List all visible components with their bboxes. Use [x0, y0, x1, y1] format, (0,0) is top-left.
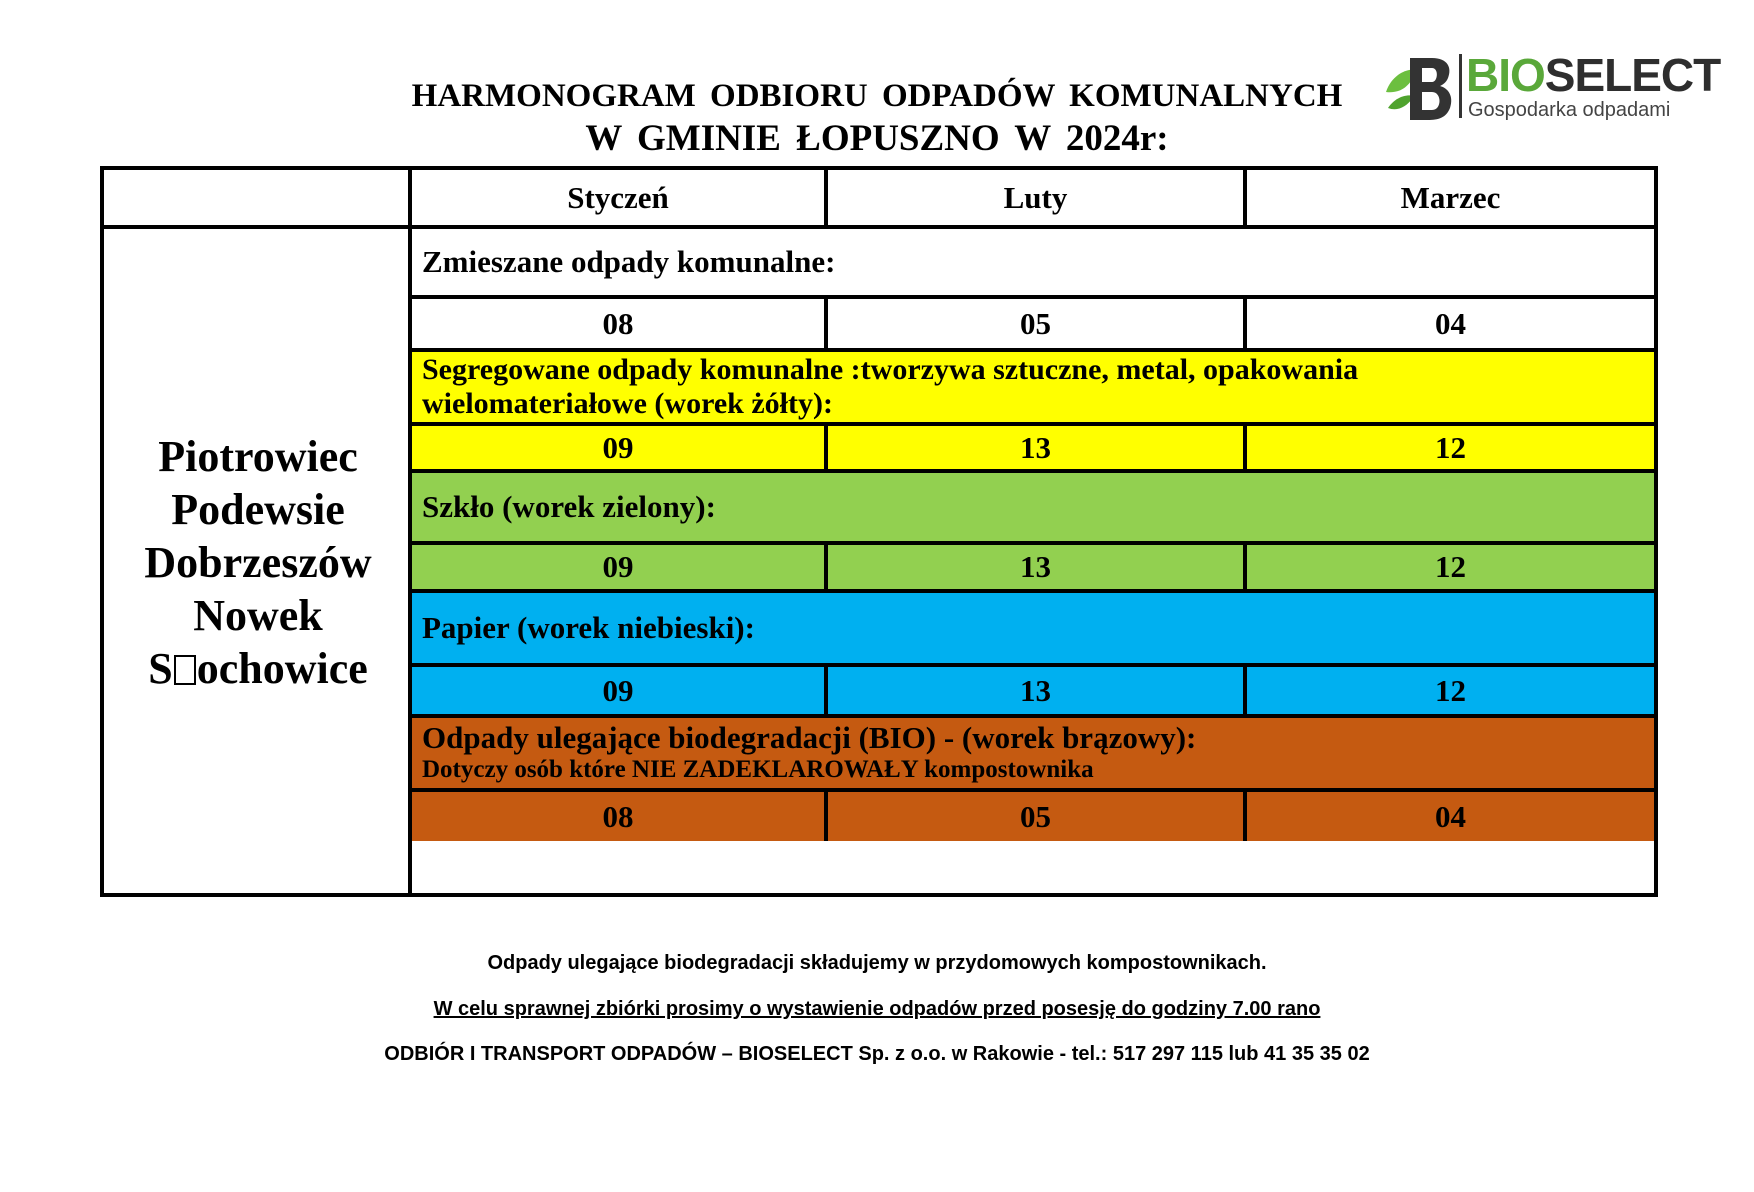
places-list — [104, 228, 412, 897]
grid-line — [824, 541, 828, 593]
date-cell: 09 — [412, 667, 824, 714]
place-name: Dobrzeszów — [144, 538, 372, 587]
grid-line — [412, 589, 1654, 593]
grid-line — [412, 469, 1654, 473]
grid-line — [412, 788, 1654, 792]
grid-line — [412, 348, 1654, 352]
grid-line — [1243, 788, 1247, 841]
month-header-january: Styczeń — [567, 179, 669, 215]
logo-tagline: Gospodarka odpadami — [1468, 99, 1671, 121]
date-cell: 12 — [1247, 667, 1654, 714]
date-cell: 12 — [1247, 545, 1654, 589]
place-name: Piotrowiec — [158, 432, 358, 481]
date-cell: 13 — [828, 426, 1243, 469]
date-cell: 12 — [1247, 426, 1654, 469]
category-paper-label: Papier (worek niebieski): — [412, 593, 1654, 663]
document-title-line2: W GMINIE ŁOPUSZNO W 2024r: — [585, 118, 1169, 159]
missing-glyph-icon — [174, 655, 196, 685]
leaf-b-logo-icon — [1382, 52, 1456, 122]
date-cell: 13 — [828, 545, 1243, 589]
category-bio-label — [412, 718, 1654, 788]
category-plastic-label — [412, 352, 1654, 422]
date-cell: 08 — [412, 792, 824, 841]
grid-line — [412, 663, 1654, 667]
date-cell: 09 — [412, 426, 824, 469]
month-header-february: Luty — [1003, 179, 1068, 215]
category-label-line: Odpady ulegające biodegradacji (BIO) - (worek brązowy): — [422, 720, 1197, 755]
grid-line — [824, 422, 828, 473]
place-name: S ochowice — [148, 644, 368, 693]
date-cell: 13 — [828, 667, 1243, 714]
grid-line — [824, 788, 828, 841]
footer-contact: ODBIÓR I TRANSPORT ODPADÓW – BIOSELECT Sp. z o.o. w Rakowie - tel.: 517 297 115 lub 41 35 35 02 — [384, 1043, 1370, 1065]
place-name: Nowek — [193, 591, 323, 640]
grid-line — [412, 295, 1654, 299]
schedule-table — [100, 166, 1658, 897]
category-mixed-label: Zmieszane odpady komunalne: — [412, 229, 1654, 295]
grid-line — [824, 170, 828, 229]
document-title-line1: HARMONOGRAM ODBIORU ODPADÓW KOMUNALNYCH — [411, 78, 1343, 114]
date-cell: 09 — [412, 545, 824, 589]
date-cell: 08 — [412, 299, 824, 348]
grid-line — [824, 295, 828, 352]
footer-collection-note: W celu sprawnej zbiórki prosimy o wystawienie odpadów przed posesję do godziny 7.00 rano — [433, 998, 1321, 1020]
date-cell: 04 — [1247, 792, 1654, 841]
grid-line — [408, 170, 412, 893]
footer-compost-note: Odpady ulegające biodegradacji składujemy w przydomowych kompostownikach. — [487, 952, 1267, 974]
category-label-line: wielomateriałowe (worek żółty): — [422, 387, 833, 420]
date-cell: 05 — [828, 792, 1243, 841]
grid-line — [104, 225, 1654, 229]
category-sublabel: Dotyczy osób które NIE ZADEKLAROWAŁY kompostownika — [422, 756, 1094, 783]
category-label-line: Segregowane odpady komunalne :tworzywa sztuczne, metal, opakowania — [422, 353, 1359, 386]
grid-line — [824, 663, 828, 718]
month-header-march: Marzec — [1400, 179, 1501, 215]
grid-line — [1243, 295, 1247, 352]
grid-line — [1243, 422, 1247, 473]
category-glass-label: Szkło (worek zielony): — [412, 473, 1654, 541]
grid-line — [1243, 541, 1247, 593]
bioselect-logo — [1382, 49, 1721, 132]
grid-line — [412, 714, 1654, 718]
logo-divider — [1459, 54, 1462, 118]
date-cell: 04 — [1247, 299, 1654, 348]
logo-wordmark: BIOSELECT — [1466, 49, 1721, 101]
grid-line — [1243, 663, 1247, 718]
grid-line — [412, 422, 1654, 426]
date-cell: 05 — [828, 299, 1243, 348]
grid-line — [412, 541, 1654, 545]
place-name: Podewsie — [171, 485, 345, 534]
grid-line — [1243, 170, 1247, 229]
